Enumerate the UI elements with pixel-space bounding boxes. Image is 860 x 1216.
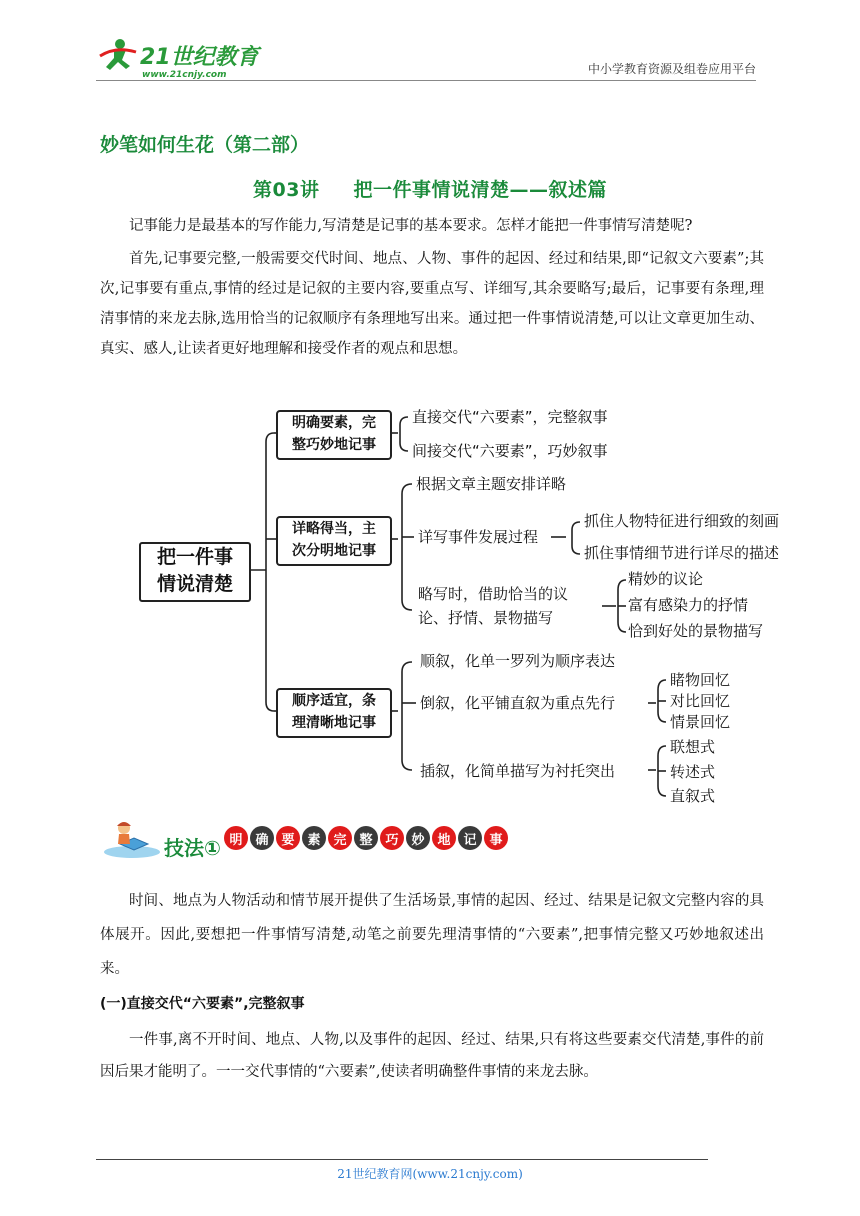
lecture-number: 第03讲 bbox=[253, 179, 320, 201]
site-logo bbox=[96, 36, 266, 80]
branch2-item: 根据文章主题安排详略 bbox=[416, 475, 567, 493]
logo-text: 21世纪教育 bbox=[140, 45, 259, 70]
branch3-sub-item: 联想式 bbox=[670, 738, 716, 756]
intro-paragraph-1: 记事能力是最基本的写作能力,写清楚是记事的基本要求。怎样才能把一件事情写清楚呢? bbox=[129, 218, 693, 234]
branch3-sub-item: 睹物回忆 bbox=[670, 671, 731, 689]
branch1-line-2: 整巧妙地记事 bbox=[292, 437, 376, 453]
mind-map-root bbox=[139, 542, 251, 602]
footer-divider bbox=[96, 1159, 708, 1160]
branch2-sub-item: 抓住事情细节进行详尽的描述 bbox=[584, 544, 780, 562]
technique-char: 巧 bbox=[380, 826, 404, 850]
branch2-sub-item: 精妙的议论 bbox=[628, 570, 704, 588]
branch3-line-2: 理清晰地记事 bbox=[292, 715, 376, 731]
technique-char: 记 bbox=[458, 826, 482, 850]
footer-text: 21世纪教育网(www.21cnjy.com) bbox=[337, 1167, 523, 1181]
technique-char: 完 bbox=[328, 826, 352, 850]
branch1-item: 间接交代“六要素”，巧妙叙事 bbox=[412, 442, 608, 460]
mind-map bbox=[136, 380, 836, 805]
branch3-sub-item: 转述式 bbox=[670, 763, 716, 781]
technique-char: 整 bbox=[354, 826, 378, 850]
branch2-item3-line-2: 论、抒情、景物描写 bbox=[418, 609, 554, 627]
reading-child-icon bbox=[102, 818, 164, 860]
technique-title-circles bbox=[224, 826, 508, 850]
branch2-item3-line-1: 略写时，借助恰当的议 bbox=[418, 585, 569, 603]
technique-char: 确 bbox=[250, 826, 274, 850]
series-title: 妙笔如何生花（第二部） bbox=[100, 134, 310, 156]
branch2-item bbox=[418, 582, 568, 630]
intro-paragraph-2: 首先,记事要完整,一般需要交代时间、地点、人物、事件的起因、经过和结果,即“记叙文六要素”;其次,记事要有重点,事情的经过是记叙的主要内容,要重点写、详细写,其余要略写;最后，记事要有条理,理清事情的来龙去脉,选用恰当的记叙顺序有条理地写出来。通过把一件事情说清楚,可以让文章更加生动、真实、感人,让读者更好地理解和接受作者的观点和思想。 bbox=[100, 251, 764, 357]
branch3-item: 插叙，化简单描写为衬托突出 bbox=[420, 762, 616, 780]
branch3-line-1: 顺序适宜，条 bbox=[292, 693, 376, 709]
runner-icon bbox=[100, 39, 136, 70]
branch1-line-1: 明确要素，完 bbox=[292, 415, 376, 431]
technique-char: 妙 bbox=[406, 826, 430, 850]
branch2-sub-item: 恰到好处的景物描写 bbox=[628, 622, 764, 640]
branch-box-elements bbox=[276, 410, 392, 460]
technique-char: 明 bbox=[224, 826, 248, 850]
section-subheading: (一)直接交代“六要素”,完整叙事 bbox=[100, 996, 305, 1012]
branch-box-order bbox=[276, 688, 392, 738]
branch2-sub-item: 富有感染力的抒情 bbox=[628, 596, 749, 614]
body-paragraph-1: 时间、地点为人物活动和情节展开提供了生活场景,事情的起因、经过、结果是记叙文完整内容的具体展开。因此,要想把一件事情写清楚,动笔之前要先理清事情的“六要素”,把事情完整又巧妙地叙述出来。 bbox=[100, 893, 764, 977]
branch3-item: 倒叙，化平铺直叙为重点先行 bbox=[420, 694, 616, 712]
root-line-2: 情说清楚 bbox=[156, 573, 233, 595]
branch3-item: 顺叙，化单一罗列为顺序表达 bbox=[420, 652, 616, 670]
branch2-line-2: 次分明地记事 bbox=[292, 543, 376, 559]
lecture-title bbox=[0, 175, 860, 202]
technique-char: 要 bbox=[276, 826, 300, 850]
branch2-item: 详写事件发展过程 bbox=[418, 528, 539, 546]
header-divider bbox=[96, 80, 756, 81]
branch1-item: 直接交代“六要素”，完整叙事 bbox=[412, 408, 608, 426]
technique-char: 事 bbox=[484, 826, 508, 850]
body-paragraph-2: 一件事,离不开时间、地点、人物,以及事件的起因、经过、结果,只有将这些要素交代清楚,事件的前因后果才能明了。一一交代事情的“六要素”,使读者明确整件事情的来龙去脉。 bbox=[100, 1032, 764, 1080]
branch3-sub-item: 情景回忆 bbox=[670, 713, 731, 731]
branch-box-detail bbox=[276, 516, 392, 566]
platform-name: 中小学教育资源及组卷应用平台 bbox=[587, 62, 756, 76]
branch2-sub-item: 抓住人物特征进行细致的刻画 bbox=[584, 512, 780, 530]
branch3-sub-item: 对比回忆 bbox=[670, 692, 731, 710]
technique-char: 素 bbox=[302, 826, 326, 850]
technique-label: 技法① bbox=[164, 836, 221, 860]
root-line-1: 把一件事 bbox=[156, 546, 233, 568]
lecture-name: 把一件事情说清楚——叙述篇 bbox=[353, 179, 607, 201]
branch2-line-1: 详略得当，主 bbox=[292, 521, 376, 537]
technique-char: 地 bbox=[432, 826, 456, 850]
logo-url: www.21cnjy.com bbox=[142, 70, 227, 80]
branch3-sub-item: 直叙式 bbox=[670, 787, 716, 805]
